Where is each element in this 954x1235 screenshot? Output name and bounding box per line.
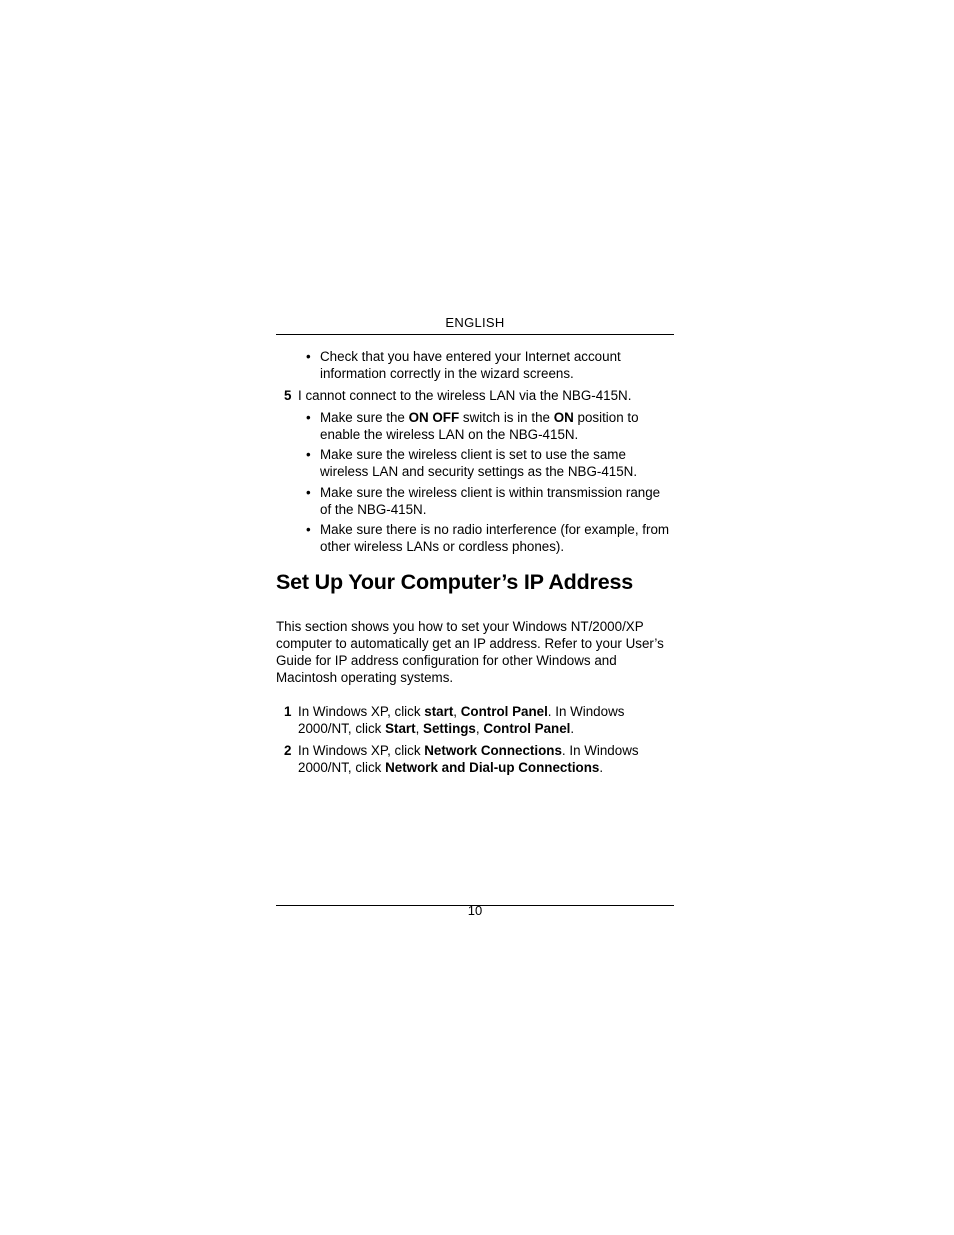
header-language: ENGLISH: [445, 315, 505, 330]
list-item: [306, 521, 674, 555]
bold-run: Control Panel: [460, 704, 548, 719]
text-run: . In Windows 2000/NT, click: [298, 704, 625, 736]
section-intro: This section shows you how to set your Windows NT/2000/XP computer to automatically get an IP address. Refer to your User’s Guide for IP address configuration for other Windows and Macintosh operating systems.: [276, 619, 664, 685]
step-item-2: [284, 742, 674, 776]
item-number: 5: [284, 388, 292, 403]
list-item: [306, 446, 674, 480]
bullet-text: [320, 409, 674, 443]
text-run: .: [599, 760, 604, 775]
text-run: ,: [475, 721, 484, 736]
list-item: [306, 348, 674, 382]
text-run: In Windows XP, click: [298, 743, 425, 758]
bullet-marker: •: [306, 485, 311, 500]
bold-run: Network and Dial-up Connections: [385, 760, 600, 775]
text-run: ,: [415, 721, 424, 736]
section-title: Set Up Your Computer’s IP Address: [276, 570, 633, 594]
bullet-marker: •: [306, 447, 311, 462]
bold-run: Network Connections: [424, 743, 562, 758]
bold-run: ON OFF: [408, 410, 460, 425]
bullet-marker: •: [306, 522, 311, 537]
troubleshoot-item-5: [284, 387, 674, 404]
step-number: 2: [284, 743, 292, 758]
text-run: Make sure the: [320, 410, 409, 425]
text-run: . In Windows 2000/NT, click: [298, 743, 639, 775]
bullet-text: Make sure the wireless client is within transmission range of the NBG-415N.: [320, 485, 661, 517]
text-run: switch is in the: [459, 410, 554, 425]
bold-run: Control Panel: [483, 721, 571, 736]
item-text: I cannot connect to the wireless LAN via the NBG-415N.: [298, 388, 632, 403]
list-item: [306, 409, 674, 443]
text-run: position to enable the wireless LAN on the NBG-415N.: [320, 410, 639, 442]
step-text: [298, 742, 674, 776]
bullet-marker: •: [306, 410, 311, 425]
page-number: 10: [467, 903, 483, 918]
bullet-text: Make sure there is no radio interference (for example, from other wireless LANs or cordless phones).: [320, 522, 670, 554]
list-item: [306, 484, 674, 518]
text-run: In Windows XP, click: [298, 704, 425, 719]
step-number: 1: [284, 704, 292, 719]
bullet-text: Make sure the wireless client is set to use the same wireless LAN and security settings as the NBG-415N.: [320, 447, 638, 479]
text-run: .: [570, 721, 575, 736]
bold-run: ON: [553, 410, 574, 425]
step-item-1: [284, 703, 674, 737]
bold-run: Settings: [423, 721, 476, 736]
bullet-text: Check that you have entered your Internet account information correctly in the wizard screens.: [320, 349, 621, 381]
text-run: ,: [453, 704, 461, 719]
step-text: [298, 703, 674, 737]
bold-run: start: [424, 704, 454, 719]
bold-run: Start: [385, 721, 416, 736]
bullet-marker: •: [306, 349, 311, 364]
header-rule: [276, 334, 674, 335]
